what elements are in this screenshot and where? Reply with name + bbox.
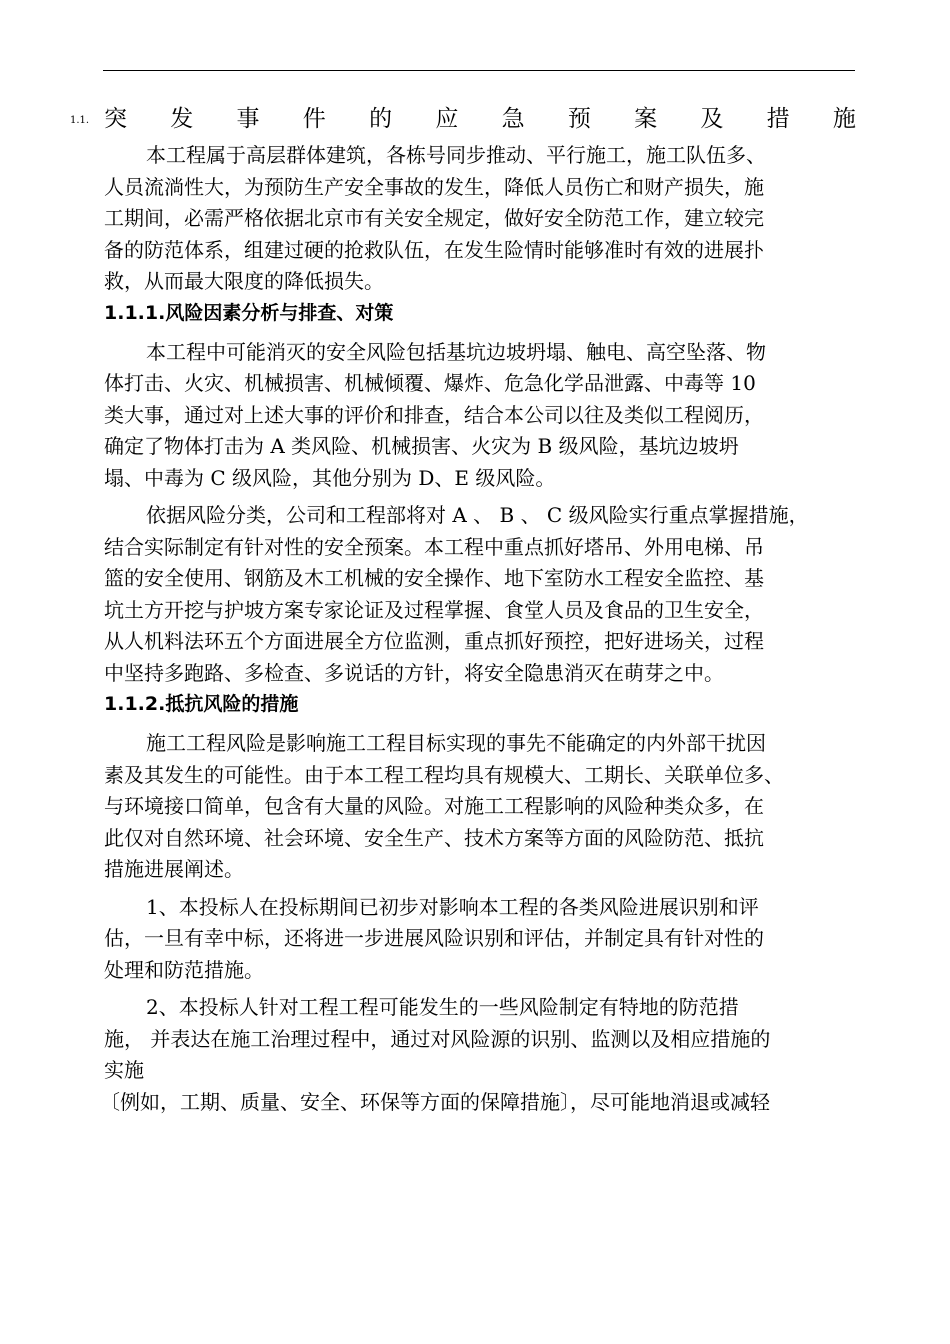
subsection-heading-1-1-2: 1.1.2.抵抗风险的措施 — [104, 693, 299, 715]
section-number: 1.1. — [70, 115, 90, 126]
measure-item-2: 2、本投标人针对工程工程可能发生的一些风险制定有特地的防范措 施， 并表达在施工治理过程中，通过对风险源的识别、监测以及相应措施的 实施 〔例如，工期、质量、安全、环保等方面的保障措施〕，尽可能地消退或减轻 — [100, 995, 771, 1114]
risk-classification-paragraph: 依据风险分类，公司和工程部将对 A 、 B 、 C 级风险实行重点掌握措施， 结合实际制定有针对性的安全预案。本工程中重点抓好塔吊、外用电梯、吊 篮的安全使用、钢筋及木工机械的安全操作、地下室防水工程安全监控、基 坑土方开挖与护坡方案专家论证及过程掌握、食堂人员及食品的卫生安全， 从人机料法环五个方面进展全方位监测，重点抓好预控，把好进场关，过程 中坚持多跑路、多检查、多说话的方针，将安全隐患消灭在萌芽之中。 — [104, 503, 809, 685]
document-page — [70, 98, 856, 1118]
measure-item-1: 1、本投标人在投标期间已初步对影响本工程的各类风险进展识别和评 估，一旦有幸中标，还将进一步进展风险识别和评估，并制定具有针对性的 处理和防范措施。 — [104, 894, 764, 982]
header-rule — [103, 70, 855, 71]
section-heading-1-1 — [70, 98, 856, 140]
risk-analysis-paragraph: 本工程中可能消灭的安全风险包括基坑边坡坍塌、触电、高空坠落、物 体打击、火灾、机械损害、机械倾覆、爆炸、危急化学品泄露、中毒等 10 类大事，通过对上述大事的评价和排查，结合本公司以往及类似工程阅历， 确定了物体打击为 A 类风险、机械损害、火灾为 B 级风险，基坑边坡坍 塌、中毒为 C 级风险，其他分别为 D、E 级风险。 — [104, 339, 766, 490]
risk-measures-paragraph: 施工工程风险是影响施工工程目标实现的事先不能确定的内外部干扰因 素及其发生的可能性。由于本工程工程均具有规模大、工期长、关联单位多、 与环境接口简单，包含有大量的风险。对施工工程影响的风险种类众多，在 此仅对自然环境、社会环境、安全生产、技术方案等方面的风险防范、抵抗 措施进展阐述。 — [104, 731, 784, 881]
section-title: 突 发 事 件 的 应 急 预 案 及 措 施 — [104, 106, 856, 132]
subsection-heading-1-1-1: 1.1.1.风险因素分析与排查、对策 — [104, 301, 394, 324]
intro-paragraph: 本工程属于高层群体建筑，各栋号同步推动、平行施工，施工队伍多、 人员流淌性大，为预防生产安全事故的发生，降低人员伤亡和财产损失，施 工期间，必需严格依据北京市有关安全规定，做好安全防范工作，建立较完 备的防范体系，组建过硬的抢救队伍，在发生险情时能够准时有效的进展扑 救，从而最大限度的降低损失。 — [104, 143, 766, 293]
